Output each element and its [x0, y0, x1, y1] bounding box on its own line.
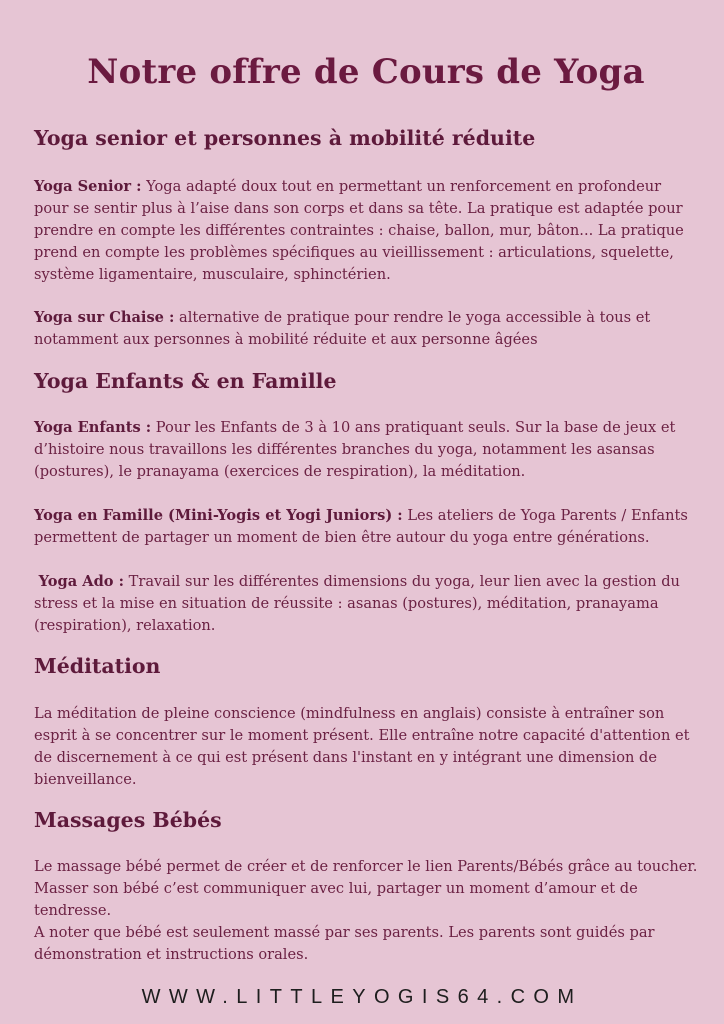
paragraph-massages-1: Le massage bébé permet de créer et de renforcer le lien Parents/Bébés grâce au toucher. Masser son bébé c’est communiquer avec lui, partager un moment d’amour et de tendresse.: [34, 858, 698, 919]
paragraph-massages-2: A noter que bébé est seulement massé par ses parents. Les parents sont guidés par démonstration et instructions orales.: [34, 924, 655, 963]
text-yoga-enfants: Pour les Enfants de 3 à 10 ans pratiquant seuls. Sur la base de jeux et d’histoire nous travaillons les différentes branches du yoga, notamment les asansas (postures), le pranayama (exercices de respiration), la méditation.: [34, 419, 676, 480]
label-yoga-enfants: Yoga Enfants :: [34, 419, 152, 436]
section-heading-enfants: Yoga Enfants & en Famille: [34, 369, 337, 393]
section-heading-meditation: Méditation: [34, 654, 161, 678]
label-yoga-ado: Yoga Ado :: [38, 573, 124, 590]
label-yoga-famille: Yoga en Famille (Mini-Yogis et Yogi Juniors) :: [34, 507, 403, 524]
text-yoga-famille: Les ateliers de Yoga Parents / Enfants permettent de partager un moment de bien être autour du yoga entre générations.: [34, 507, 688, 546]
website-footer: WWW.LITTLEYOGIS64.COM: [141, 986, 583, 1008]
text-yoga-chaise: alternative de pratique pour rendre le yoga accessible à tous et notamment aux personnes à mobilité réduite et aux personne âgées: [34, 309, 651, 348]
paragraph-yoga-enfants: [34, 417, 698, 483]
paragraph-yoga-ado: [34, 571, 698, 637]
paragraph-yoga-chaise: [34, 307, 698, 351]
text-yoga-senior: Yoga adapté doux tout en permettant un renforcement en profondeur pour se sentir plus à l’aise dans son corps et dans sa tête. La pratique est adaptée pour prendre en compte les différentes contraintes : chaise, ballon, mur, bâton... La pratique prend en compte les problèmes spécifiques au vieillissement : articulations, squelette, système ligamentaire, musculaire, sphinctérien.: [34, 178, 684, 283]
section-heading-massages: Massages Bébés: [34, 808, 222, 832]
paragraph-yoga-famille: [34, 505, 698, 549]
text-yoga-ado: Travail sur les différentes dimensions du yoga, leur lien avec la gestion du stress et la mise en situation de réussite : asanas (postures), méditation, pranayama (respiration), relaxation.: [34, 573, 680, 634]
paragraph-yoga-senior: [34, 176, 698, 286]
label-yoga-senior: Yoga Senior :: [34, 178, 142, 195]
page-title: Notre offre de Cours de Yoga: [87, 52, 645, 92]
paragraph-meditation: La méditation de pleine conscience (mindfulness en anglais) consiste à entraîner son esprit à se concentrer sur le moment présent. Elle entraîne notre capacité d'attention et de discernement à ce qui est présent dans l'instant en y intégrant une dimension de bienveillance.: [34, 705, 690, 788]
section-heading-senior: Yoga senior et personnes à mobilité réduite: [34, 126, 536, 150]
label-yoga-chaise: Yoga sur Chaise :: [34, 309, 175, 326]
